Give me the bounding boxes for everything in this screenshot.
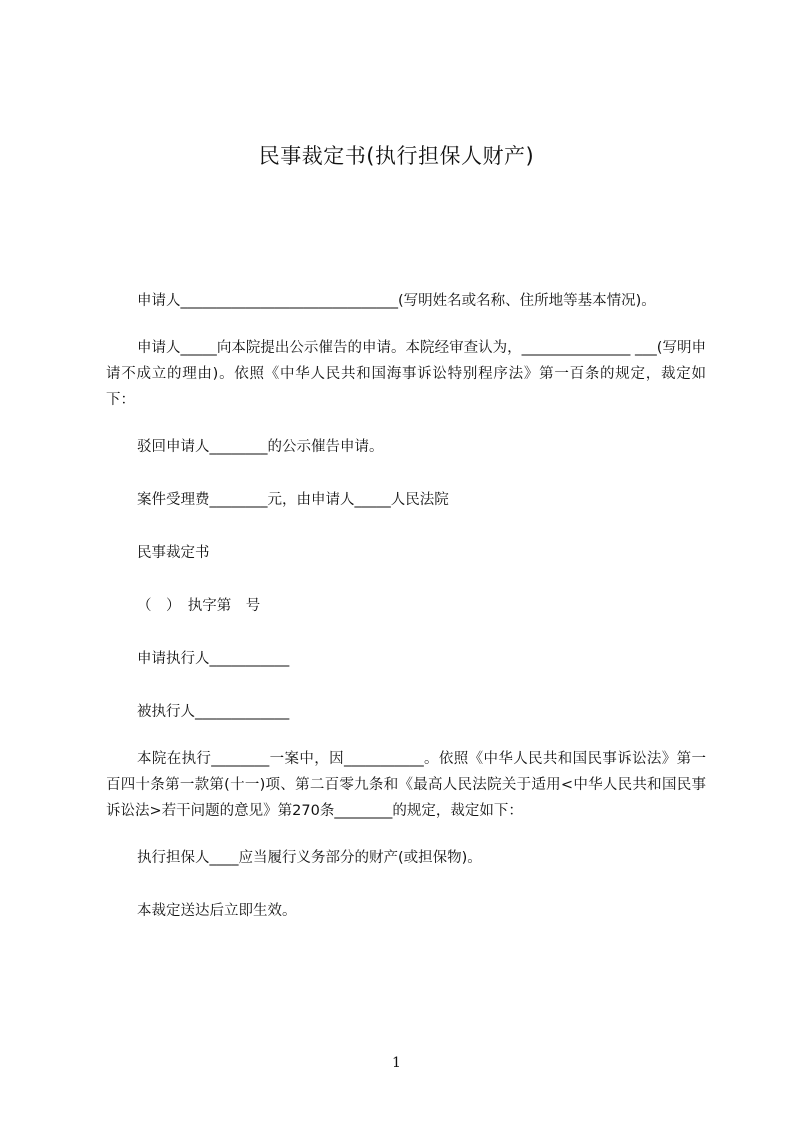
paragraph-guarantor-property: 执行担保人____应当履行义务部分的财产(或担保物)。: [137, 850, 482, 866]
document-body: [106, 288, 706, 924]
paragraph-case-fee: 案件受理费________元，由申请人_____人民法院: [137, 492, 449, 508]
paragraph-effective: 本裁定送达后立即生效。: [137, 903, 297, 919]
page-number: 1: [392, 1055, 401, 1071]
paragraph-application-review: 申请人_____向本院提出公示催告的申请。本院经审查认为，_______________ ___(写明申请不成立的理由)。依照《中华人民共和国海事诉讼特别程序法》第一百条的规定，裁定如下：: [106, 340, 706, 408]
document-title: 民事裁定书(执行担保人财产): [258, 144, 535, 168]
paragraph-applicant-info: 申请人______________________________(写明姓名或名称、住所地等基本情况)。: [137, 293, 656, 309]
paragraph-respondent: 被执行人_____________: [137, 704, 290, 720]
paragraph-enforcement-basis: 本院在执行________一案中，因___________。依照《中华人民共和国民事诉讼法》第一百四十条第一款第(十一)项、第二百零九条和《最高人民法院关于适用<中华人民共和国民事诉讼法>若干问题的意见》第270条________的规定，裁定如下：: [106, 751, 706, 819]
paragraph-case-number: （ ） 执字第 号: [137, 598, 261, 614]
paragraph-enforcement-applicant: 申请执行人___________: [137, 651, 290, 667]
paragraph-rejection: 驳回申请人________的公示催告申请。: [137, 439, 384, 455]
paragraph-ruling-heading: 民事裁定书: [137, 545, 210, 561]
